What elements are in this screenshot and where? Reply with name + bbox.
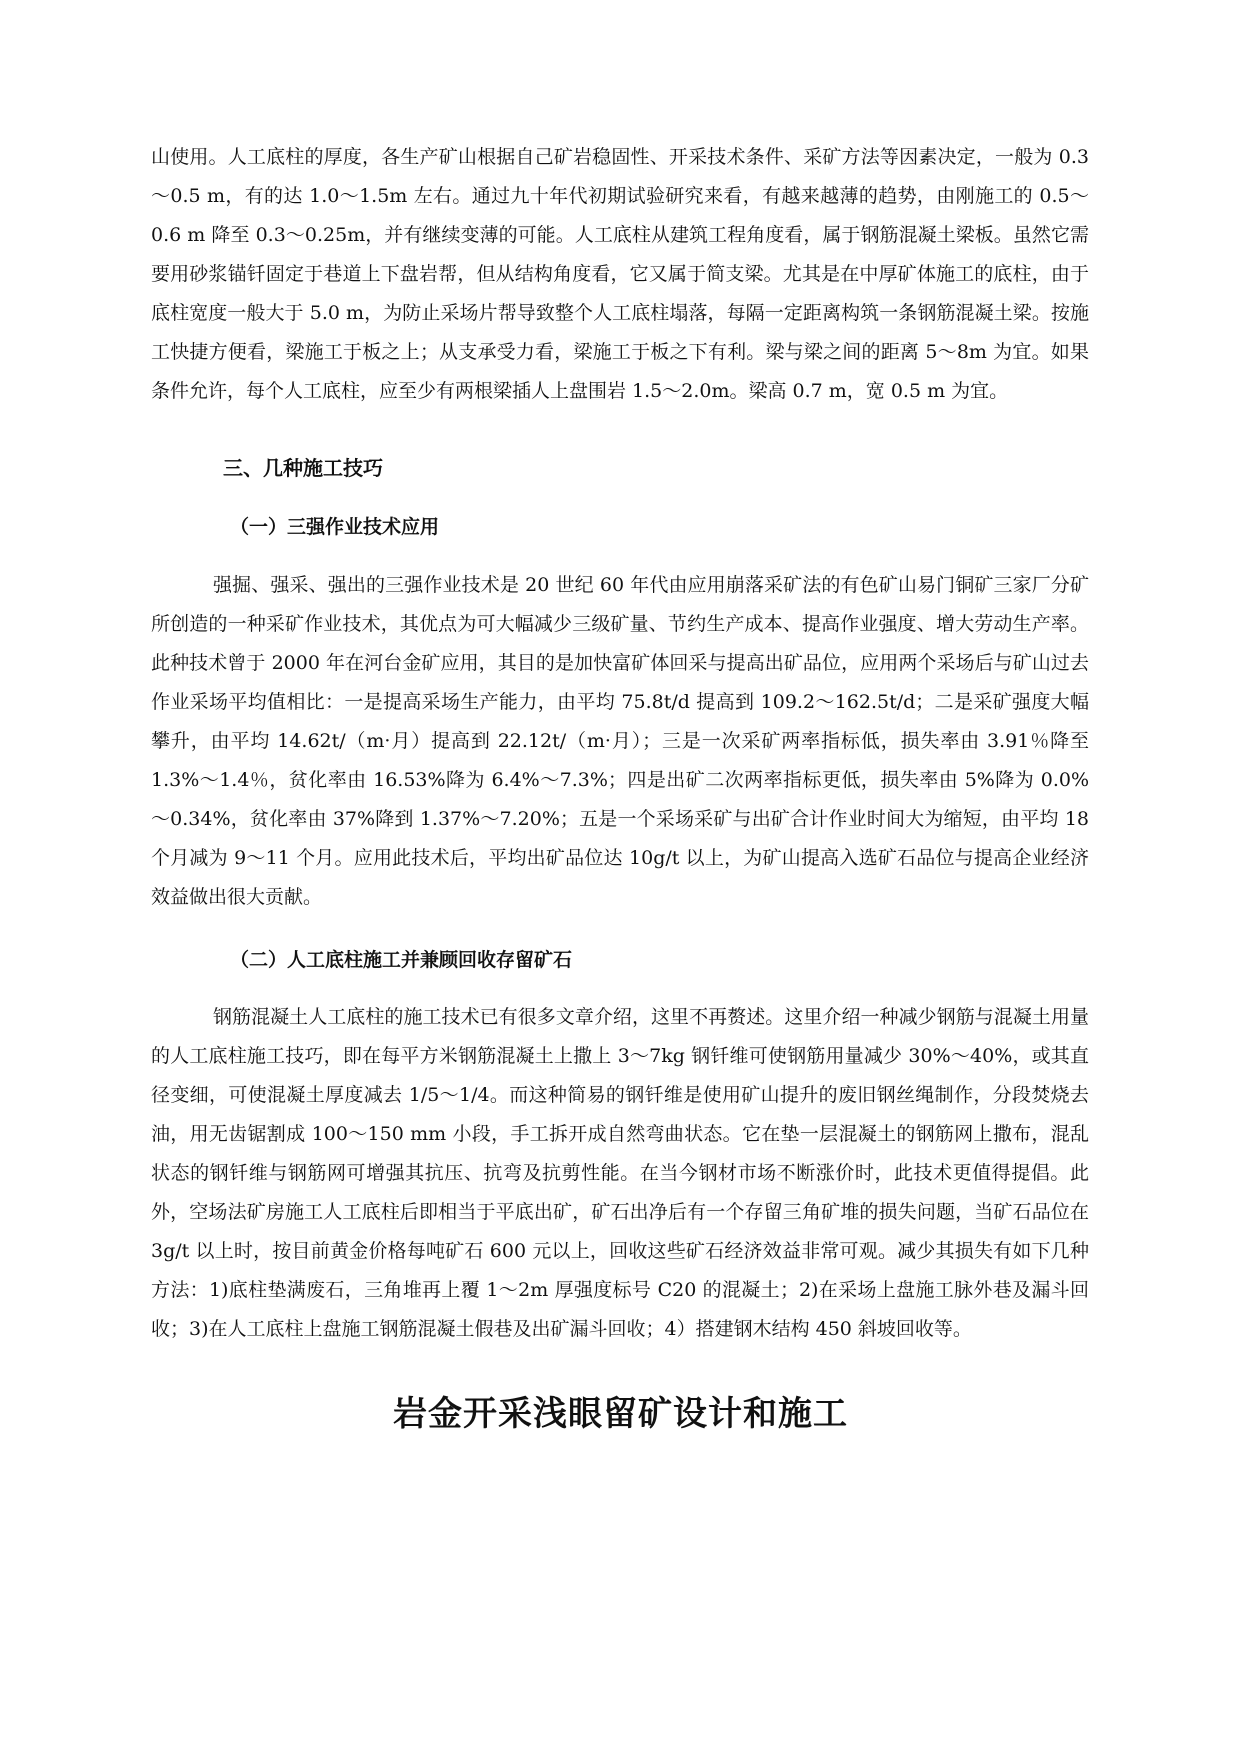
paragraph-pillar-construction: 钢筋混凝土人工底柱的施工技术已有很多文章介绍，这里不再赘述。这里介绍一种减少钢筋与混凝土用量的人工底柱施工技巧，即在每平方米钢筋混凝土上撒上 3～7kg 钢钎维可使钢筋用量减少 30%～40%，或其直径变细，可使混凝土厚度减去 1/5～1/4。而这种简易的钢钎维是使用矿山提升的废旧钢丝绳制作，分段焚烧去油，用无齿锯割成 100～150 mm 小段，手工拆开成自然弯曲状态。它在垫一层混凝土的钢筋网上撒布，混乱状态的钢钎维与钢筋网可增强其抗压、抗弯及抗剪性能。在当今钢材市场不断涨价时，此技术更值得提倡。此外，空场法矿房施工人工底柱后即相当于平底出矿，矿石出净后有一个存留三角矿堆的损失问题，当矿石品位在 3g/t 以上时，按目前黄金价格每吨矿石 600 元以上，回收这些矿石经济效益非常可观。减少其损失有如下几种方法：1)底柱垫满废石，三角堆再上覆 1～2m 厚强度标号 C20 的混凝土；2)在采场上盘施工脉外巷及漏斗回收；3)在人工底柱上盘施工钢筋混凝土假巷及出矿漏斗回收；4）搭建钢木结构 450 斜坡回收等。	[151, 1006, 1089, 1340]
next-article-title: 岩金开采浅眼留矿设计和施工	[393, 1394, 848, 1434]
paragraph-artificial-pillar: 山使用。人工底柱的厚度，各生产矿山根据自己矿岩稳固性、开采技术条件、采矿方法等因素决定，一般为 0.3～0.5 m，有的达 1.0～1.5m 左右。通过九十年代初期试验研究来看，有越来越薄的趋势，由刚施工的 0.5～0.6 m 降至 0.3～0.25m，并有继续变薄的可能。人工底柱从建筑工程角度看，属于钢筋混凝土梁板。虽然它需要用砂浆锚钎固定于巷道上下盘岩帮，但从结构角度看，它又属于简支梁。尤其是在中厚矿体施工的底柱，由于底柱宽度一般大于 5.0 m，为防止采场片帮导致整个人工底柱塌落，每隔一定距离构筑一条钢筋混凝土梁。按施工快捷方便看，梁施工于板之上；从支承受力看，梁施工于板之下有利。梁与梁之间的距离 5～8m 为宜。如果条件允许，每个人工底柱，应至少有两根梁插人上盘围岩 1.5～2.0m。梁高 0.7 m，宽 0.5 m 为宜。	[151, 146, 1089, 402]
subheading-three-strong-operation: （一）三强作业技术应用	[230, 516, 440, 538]
subheading-pillar-construction: （二）人工底柱施工并兼顾回收存留矿石	[230, 949, 573, 971]
paragraph-three-strong-operation: 强掘、强采、强出的三强作业技术是 20 世纪 60 年代由应用崩落采矿法的有色矿山易门铜矿三家厂分矿所创造的一种采矿作业技术，其优点为可大幅减少三级矿量、节约生产成本、提高作业强度、增大劳动生产率。此种技术曾于 2000 年在河台金矿应用，其目的是加快富矿体回采与提高出矿品位，应用两个采场后与矿山过去作业采场平均值相比：一是提高采场生产能力，由平均 75.8t/d 提高到 109.2～162.5t/d；二是采矿强度大幅攀升，由平均 14.62t/（m·月）提高到 22.12t/（m·月）；三是一次采矿两率指标低，损失率由 3.91％降至 1.3%～1.4％，贫化率由 16.53%降为 6.4%～7.3%；四是出矿二次两率指标更低，损失率由 5%降为 0.0%～0.34%，贫化率由 37%降到 1.37%～7.20%；五是一个采场采矿与出矿合计作业时间大为缩短，由平均 18 个月减为 9～11 个月。应用此技术后，平均出矿品位达 10g/t 以上，为矿山提高入选矿石品位与提高企业经济效益做出很大贡献。	[151, 574, 1089, 908]
section-heading-construction-techniques: 三、几种施工技巧	[223, 456, 383, 480]
